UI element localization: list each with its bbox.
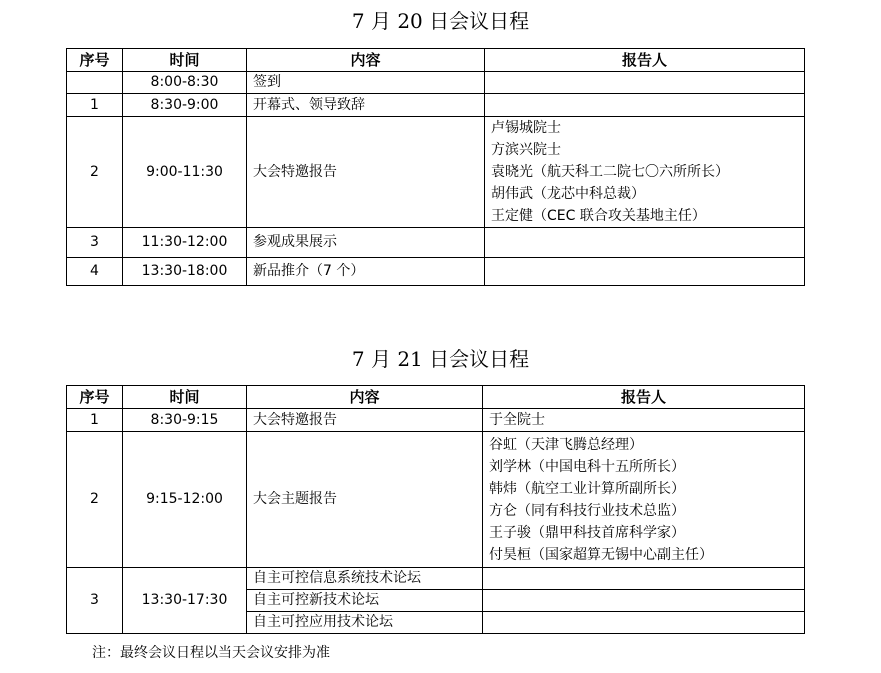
table-row [67, 228, 805, 258]
header-reporter: 报告人 [483, 386, 805, 409]
seq-cell: 2 [67, 117, 123, 228]
seq-cell: 1 [67, 409, 123, 432]
table-row [67, 432, 805, 568]
day2-schedule-table [66, 385, 805, 634]
header-time: 时间 [123, 386, 247, 409]
table-row [67, 409, 805, 432]
content-cell: 大会主题报告 [247, 432, 483, 568]
reporter-cell [485, 228, 805, 258]
reporter-cell [485, 258, 805, 286]
content-cell: 大会特邀报告 [247, 409, 483, 432]
table-row [67, 258, 805, 286]
reporter-cell [483, 568, 805, 590]
seq-cell: 3 [67, 228, 123, 258]
reporter-name: 卢锡城院士 [491, 120, 561, 136]
reporter-cell [483, 409, 805, 432]
seq-cell: 4 [67, 258, 123, 286]
reporter-cell [485, 117, 805, 228]
table-row [67, 94, 805, 117]
forum-cell: 自主可控信息系统技术论坛 [247, 568, 483, 590]
reporter-name: 方仑（同有科技行业技术总监） [489, 502, 685, 519]
forum-cell: 自主可控新技术论坛 [247, 590, 483, 612]
reporter-name: 于全院士 [489, 412, 545, 428]
forum-cell: 自主可控应用技术论坛 [247, 612, 483, 634]
seq-cell: 3 [67, 568, 123, 634]
header-content: 内容 [247, 386, 483, 409]
header-reporter: 报告人 [485, 49, 805, 72]
header-seq: 序号 [67, 386, 123, 409]
reporter-name: 王定健（CEC 联合攻关基地主任） [491, 208, 706, 224]
table-row [67, 117, 805, 228]
seq-cell [67, 72, 123, 94]
content-cell: 签到 [247, 72, 485, 94]
reporter-name: 方滨兴院士 [491, 142, 561, 158]
seq-cell: 2 [67, 432, 123, 568]
time-cell: 9:15-12:00 [123, 432, 247, 568]
reporter-name: 胡伟武（龙芯中科总裁） [491, 186, 645, 202]
content-cell: 参观成果展示 [247, 228, 485, 258]
time-cell: 13:30-18:00 [123, 258, 247, 286]
time-cell: 9:00-11:30 [123, 117, 247, 228]
time-cell: 8:30-9:00 [123, 94, 247, 117]
reporter-cell [483, 432, 805, 568]
day1-title: 7 月 20 日会议日程 [351, 9, 530, 33]
header-time: 时间 [123, 49, 247, 72]
table-row [67, 568, 805, 590]
reporter-name: 袁晓光（航天科工二院七〇六所所长） [491, 164, 729, 180]
content-cell: 大会特邀报告 [247, 117, 485, 228]
header-content: 内容 [247, 49, 485, 72]
seq-cell: 1 [67, 94, 123, 117]
reporter-name: 刘学林（中国电科十五所所长） [489, 458, 685, 475]
time-cell: 8:30-9:15 [123, 409, 247, 432]
reporter-name: 韩炜（航空工业计算所副所长） [489, 480, 685, 497]
table-header-row [67, 386, 805, 409]
header-seq: 序号 [67, 49, 123, 72]
time-cell: 11:30-12:00 [123, 228, 247, 258]
footnote: 注：最终会议日程以当天会议安排为准 [92, 645, 330, 661]
day2-title: 7 月 21 日会议日程 [351, 347, 530, 371]
reporter-name: 王子骏（鼎甲科技首席科学家） [489, 524, 685, 541]
day1-schedule-table [66, 48, 805, 286]
reporter-cell [485, 94, 805, 117]
time-cell: 8:00-8:30 [123, 72, 247, 94]
reporter-cell [483, 612, 805, 634]
reporter-cell [483, 590, 805, 612]
reporter-name: 谷虹（天津飞腾总经理） [489, 436, 643, 453]
reporter-cell [485, 72, 805, 94]
content-cell: 开幕式、领导致辞 [247, 94, 485, 117]
table-header-row [67, 49, 805, 72]
time-cell: 13:30-17:30 [123, 568, 247, 634]
reporter-name: 付昊桓（国家超算无锡中心副主任） [489, 546, 713, 563]
content-cell: 新品推介（7 个） [247, 258, 485, 286]
table-row [67, 72, 805, 94]
